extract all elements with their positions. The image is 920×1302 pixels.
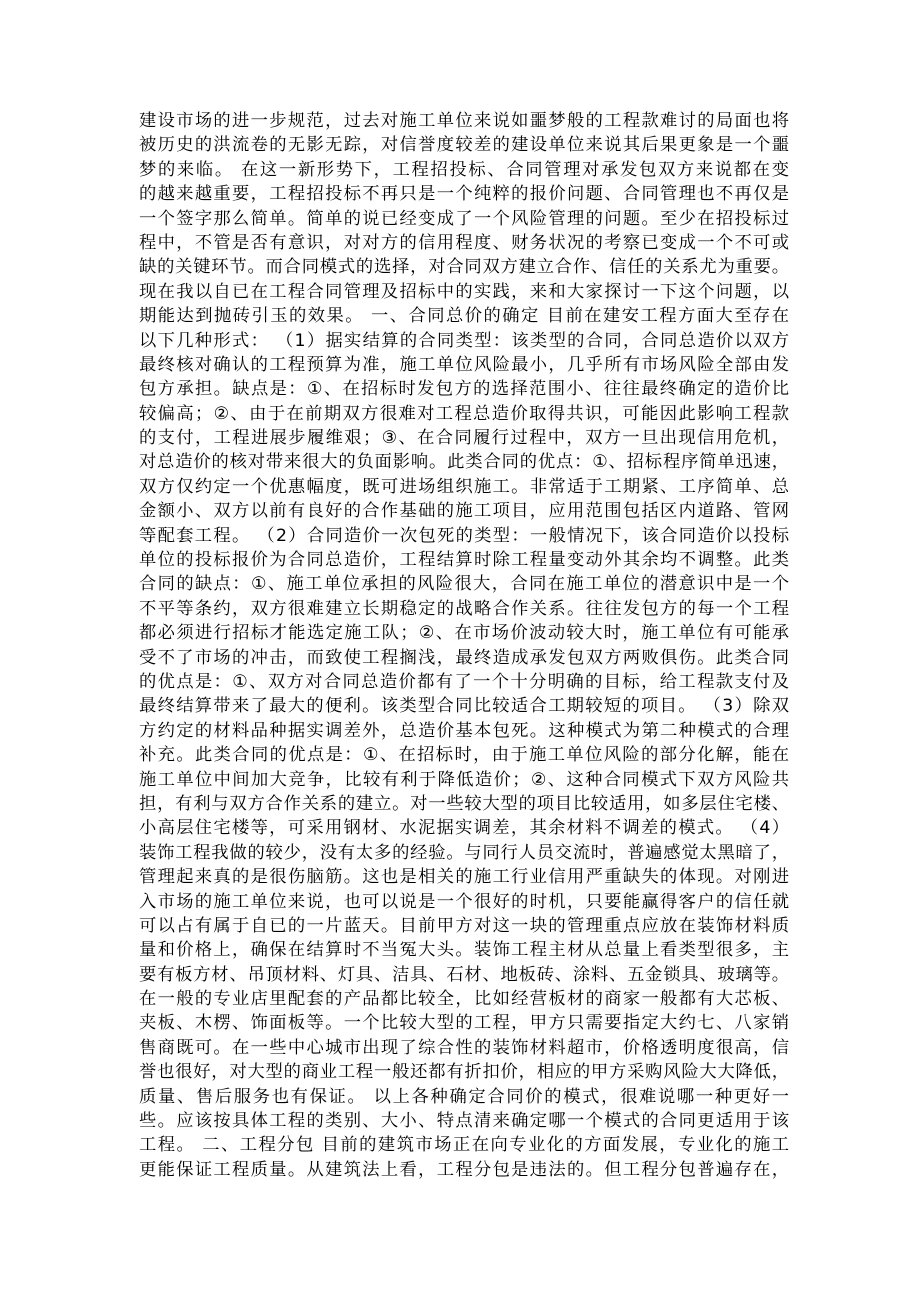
text-line: 较偏高；②、由于在前期双方很难对工程总造价取得共识，可能因此影响工程款 <box>139 403 789 424</box>
text-line: 包方承担。缺点是：①、在招标时发包方的选择范围小、往往最终确定的造价比 <box>139 379 789 400</box>
text-line: 质量、售后服务也有保证。 以上各种确定合同价的模式，很难说哪一种更好一 <box>139 1086 789 1107</box>
text-line: 售商既可。在一些中心城市出现了综合性的装饰材料超市，价格透明度很高，信 <box>139 1037 789 1058</box>
text-line: 补充。此类合同的优点是：①、在招标时，由于施工单位风险的部分化解，能在 <box>139 745 789 766</box>
text-line: 金额小、双方以前有良好的合作基础的施工项目，应用范围包括区内道路、管网 <box>139 501 789 522</box>
text-line: 程中，不管是否有意识，对对方的信用程度、财务状况的考察已变成一个不可或 <box>139 232 789 253</box>
text-line: 方约定的材料品种据实调差外，总造价基本包死。这种模式为第二种模式的合理 <box>139 720 789 741</box>
text-line: 量和价格上，确保在结算时不当冤大头。装饰工程主材从总量上看类型很多，主 <box>139 940 789 961</box>
text-line: 双方仅约定一个优惠幅度，既可进场组织施工。非常适于工期紧、工序简单、总 <box>139 476 789 497</box>
text-line: 施工单位中间加大竞争，比较有利于降低造价；②、这种合同模式下双方风险共 <box>139 769 789 790</box>
text-line: 工程。 二、工程分包 目前的建筑市场正在向专业化的方面发展，专业化的施工 <box>139 1135 789 1156</box>
text-line: 在一般的专业店里配套的产品都比较全，比如经营板材的商家一般都有大芯板、 <box>139 989 789 1010</box>
text-line: 担，有利与双方合作关系的建立。对一些较大型的项目比较适用，如多层住宅楼、 <box>139 793 789 814</box>
text-line: 单位的投标报价为合同总造价，工程结算时除工程量变动外其余均不调整。此类 <box>139 550 789 571</box>
text-line: 管理起来真的是很伤脑筋。这也是相关的施工行业信用严重缺失的体现。对刚进 <box>139 867 789 888</box>
body-text <box>139 109 789 1182</box>
text-line: 合同的缺点：①、施工单位承担的风险很大，合同在施工单位的潜意识中是一个 <box>139 574 789 595</box>
text-line: 建设市场的进一步规范，过去对施工单位来说如噩梦般的工程款难讨的局面也将 <box>139 111 789 131</box>
text-line: 最终结算带来了最大的便利。该类型合同比较适合工期较短的项目。 （3）除双 <box>139 696 789 717</box>
text-line: 小高层住宅楼等，可采用钢材、水泥据实调差，其余材料不调差的模式。 （4） <box>139 818 789 839</box>
text-line: 要有板方材、吊顶材料、灯具、洁具、石材、地板砖、涂料、五金锁具、玻璃等。 <box>139 964 789 985</box>
text-line: 誉也很好，对大型的商业工程一般还都有折扣价，相应的甲方采购风险大大降低， <box>139 1062 789 1083</box>
text-line: 的支付，工程进展步履维艰；③、在合同履行过程中，双方一旦出现信用危机， <box>139 428 789 449</box>
text-line: 都必须进行招标才能选定施工队；②、在市场价波动较大时，施工单位有可能承 <box>139 623 789 644</box>
text-line: 受不了市场的冲击，而致使工程搁浅，最终造成承发包双方两败俱伤。此类合同 <box>139 647 789 668</box>
text-line: 夹板、木楞、饰面板等。一个比较大型的工程，甲方只需要指定大约七、八家销 <box>139 1013 789 1034</box>
text-line: 一个签字那么简单。简单的说已经变成了一个风险管理的问题。至少在招投标过 <box>139 208 789 229</box>
text-line: 缺的关键环节。而合同模式的选择，对合同双方建立合作、信任的关系尤为重要。 <box>139 257 789 278</box>
text-line: 期能达到抛砖引玉的效果。 一、合同总价的确定 目前在建安工程方面大至存在 <box>139 306 789 327</box>
text-line: 装饰工程我做的较少，没有太多的经验。与同行人员交流时，普遍感觉太黑暗了， <box>139 842 789 863</box>
text-line: 更能保证工程质量。从建筑法上看，工程分包是违法的。但工程分包普遍存在， <box>139 1159 789 1180</box>
text-line: 的越来越重要，工程招投标不再只是一个纯粹的报价问题、合同管理也不再仅是 <box>139 184 789 205</box>
text-line: 现在我以自已在工程合同管理及招标中的实践，来和大家探讨一下这个问题，以 <box>139 281 789 302</box>
text-line: 以下几种形式： （1）据实结算的合同类型：该类型的合同，合同总造价以双方 <box>139 330 789 351</box>
text-line: 的优点是：①、双方对合同总造价都有了一个十分明确的目标，给工程款支付及 <box>139 671 789 692</box>
text-line: 被历史的洪流卷的无影无踪，对信誉度较差的建设单位来说其后果更象是一个噩 <box>139 135 789 156</box>
text-line: 梦的来临。 在这一新形势下，工程招投标、合同管理对承发包双方来说都在变 <box>139 159 789 180</box>
text-line: 不平等条约，双方很难建立长期稳定的战略合作关系。往往发包方的每一个工程 <box>139 598 789 619</box>
text-line: 入市场的施工单位来说，也可以说是一个很好的时机，只要能赢得客户的信任就 <box>139 891 789 912</box>
text-line: 可以占有属于自已的一片蓝天。目前甲方对这一块的管理重点应放在装饰材料质 <box>139 915 789 936</box>
text-line: 对总造价的核对带来很大的负面影响。此类合同的优点：①、招标程序简单迅速， <box>139 452 789 473</box>
text-line: 最终核对确认的工程预算为准，施工单位风险最小，几乎所有市场风险全部由发 <box>139 354 789 375</box>
text-line: 等配套工程。 （2）合同造价一次包死的类型：一般情况下，该合同造价以投标 <box>139 525 789 546</box>
text-line: 些。应该按具体工程的类别、大小、特点清来确定哪一个模式的合同更适用于该 <box>139 1111 789 1132</box>
